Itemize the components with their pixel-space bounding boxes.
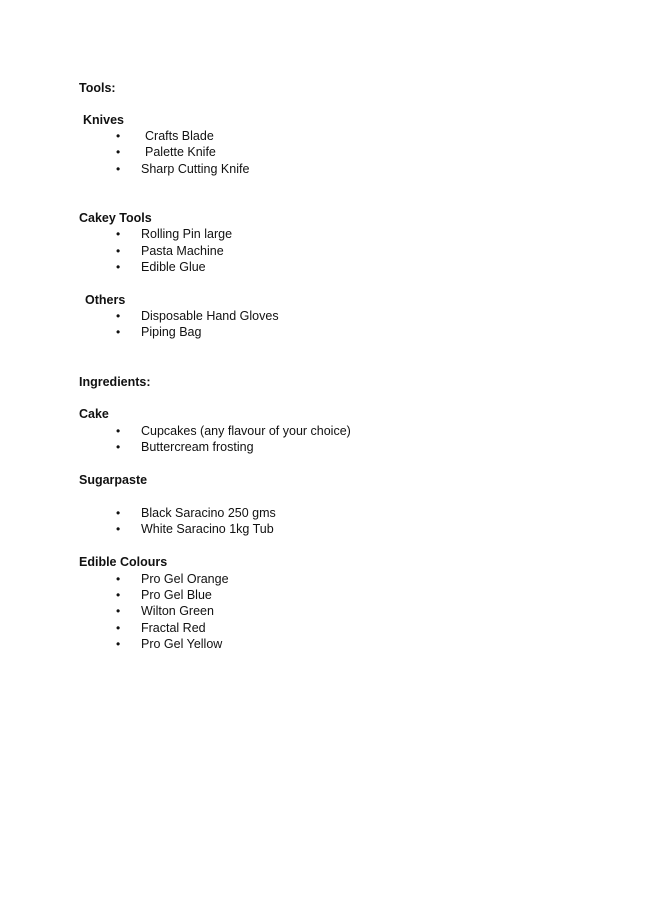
- list-bullet: •: [116, 325, 121, 339]
- list-item: Disposable Hand Gloves: [141, 309, 279, 323]
- list-bullet: •: [116, 309, 121, 323]
- list-bullet: •: [116, 129, 121, 143]
- sugarpaste-heading: Sugarpaste: [79, 473, 148, 487]
- list-bullet: •: [116, 440, 121, 454]
- list-item: Rolling Pin large: [141, 227, 233, 241]
- cakey-tools-heading: Cakey Tools: [79, 211, 152, 225]
- list-item: Pasta Machine: [141, 244, 224, 258]
- list-bullet: •: [116, 506, 121, 520]
- list-bullet: •: [116, 227, 121, 241]
- list-item: Buttercream frosting: [141, 440, 254, 454]
- list-bullet: •: [116, 162, 121, 176]
- list-bullet: •: [116, 424, 121, 438]
- list-item: Pro Gel Blue: [141, 588, 212, 602]
- others-heading: Others: [85, 293, 126, 307]
- list-bullet: •: [116, 588, 121, 602]
- list-item: Crafts Blade: [145, 129, 214, 143]
- edible-colours-heading: Edible Colours: [79, 555, 168, 569]
- list-item: White Saracino 1kg Tub: [141, 522, 274, 536]
- list-bullet: •: [116, 637, 121, 651]
- ingredients-heading: Ingredients:: [79, 375, 151, 389]
- list-item: Piping Bag: [141, 325, 202, 339]
- list-item: Black Saracino 250 gms: [141, 506, 276, 520]
- list-bullet: •: [116, 244, 121, 258]
- list-bullet: •: [116, 604, 121, 618]
- list-bullet: •: [116, 522, 121, 536]
- list-item: Sharp Cutting Knife: [141, 162, 250, 176]
- list-bullet: •: [116, 260, 121, 274]
- list-bullet: •: [116, 572, 121, 586]
- knives-heading: Knives: [83, 113, 124, 127]
- list-item: Fractal Red: [141, 621, 206, 635]
- list-item: Wilton Green: [141, 604, 214, 618]
- cake-heading: Cake: [79, 407, 109, 421]
- tools-heading: Tools:: [79, 81, 116, 95]
- list-item: Pro Gel Orange: [141, 572, 229, 586]
- list-item: Edible Glue: [141, 260, 206, 274]
- list-item: Palette Knife: [145, 145, 216, 159]
- list-item: Cupcakes (any flavour of your choice): [141, 424, 351, 438]
- list-bullet: •: [116, 145, 121, 159]
- list-item: Pro Gel Yellow: [141, 637, 223, 651]
- list-bullet: •: [116, 621, 121, 635]
